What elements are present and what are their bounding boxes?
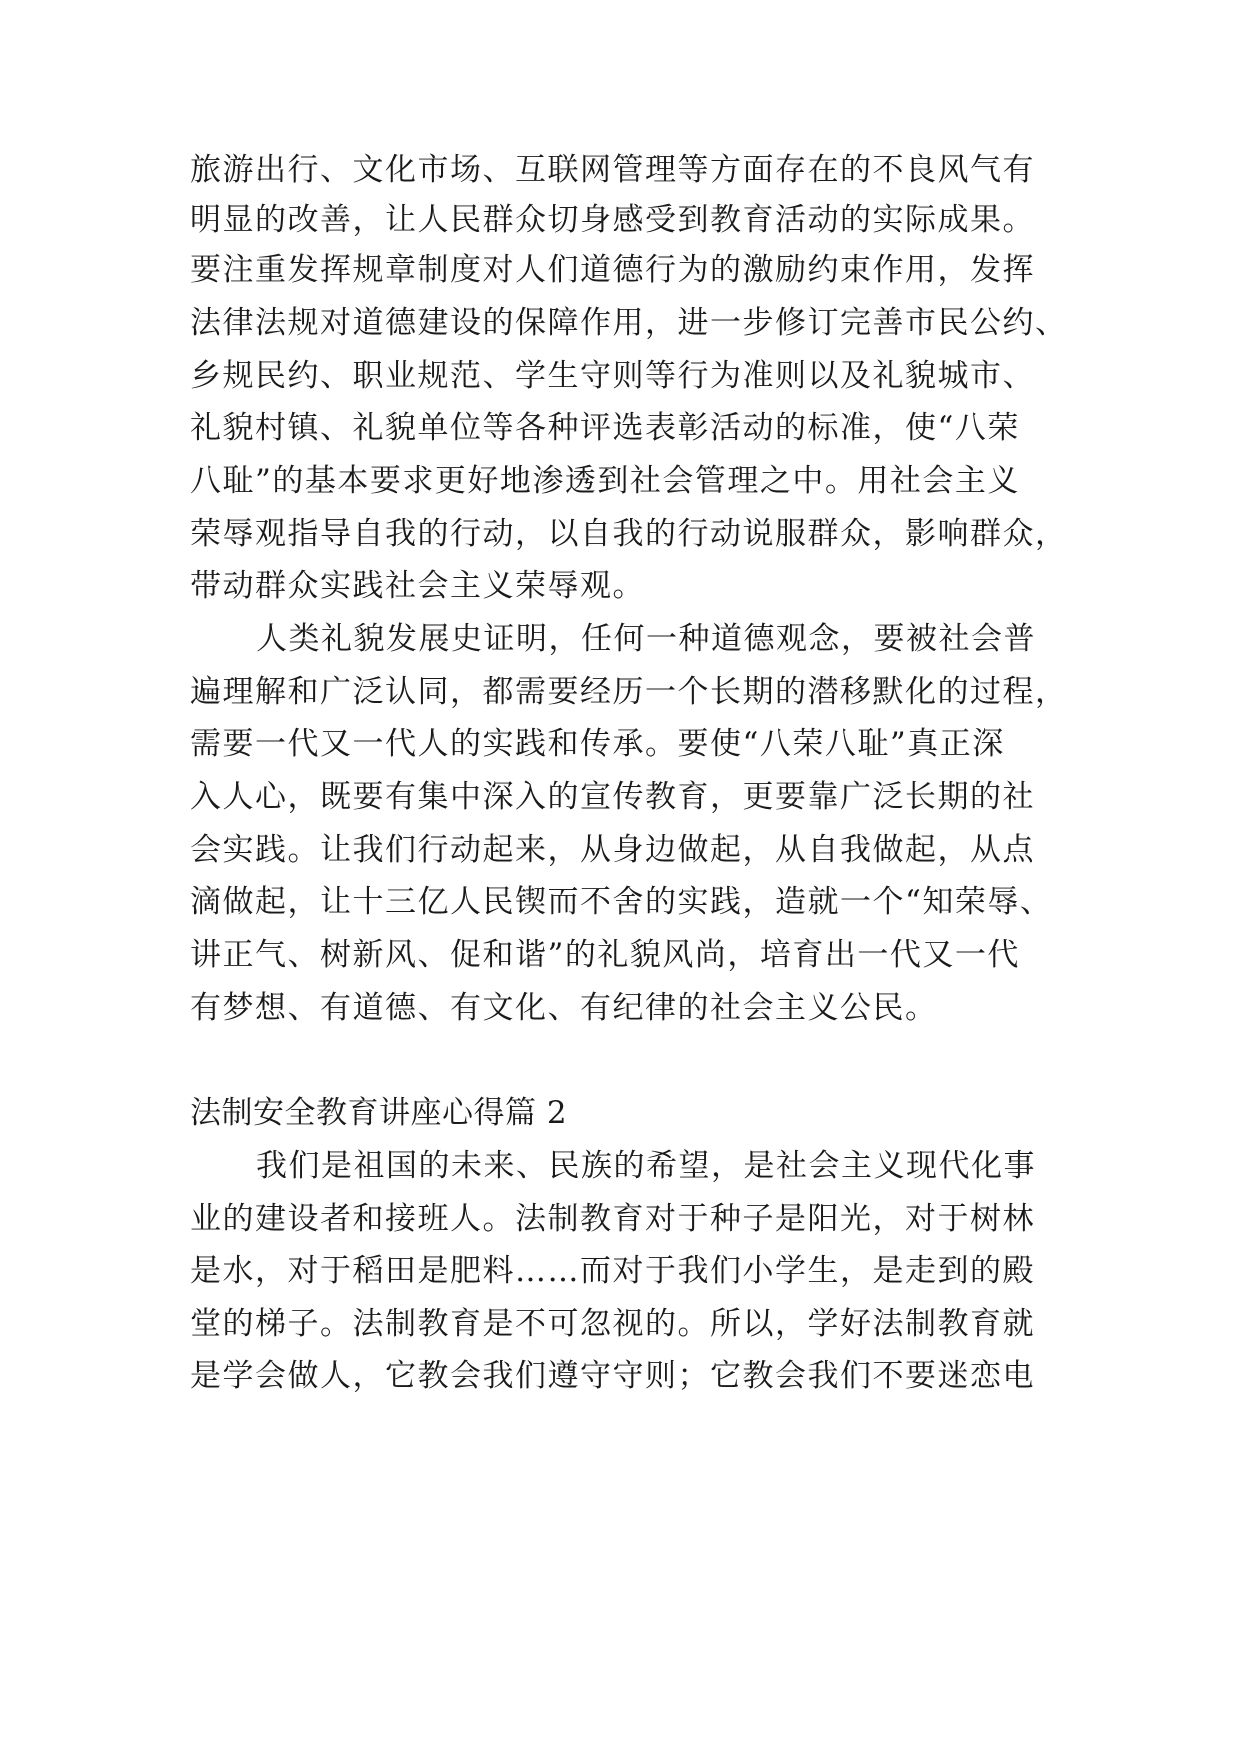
section-title: 法制安全教育讲座心得篇 2 (190, 1095, 568, 1131)
paragraph-line: 遍理解和广泛认同，都需要经历一个长期的潜移默化的过程， (190, 674, 1068, 710)
paragraph-line: 明显的改善，让人民群众切身感受到教育活动的实际成果。 (190, 202, 1035, 238)
paragraph-line: 堂的梯子。法制教育是不可忽视的。所以，学好法制教育就 (190, 1306, 1035, 1342)
paragraph-line: 人类礼貌发展史证明，任何一种道德观念，要被社会普 (256, 621, 1036, 657)
paragraph-line: 我们是祖国的未来、民族的希望，是社会主义现代化事 (256, 1148, 1036, 1184)
paragraph-line: 讲正气、树新风、促和谐”的礼貌风尚，培育出一代又一代 (190, 937, 1020, 973)
paragraph-line: 法律法规对道德建设的保障作用，进一步修订完善市民公约、 (190, 305, 1068, 341)
paragraph-line: 是学会做人，它教会我们遵守守则；它教会我们不要迷恋电 (190, 1358, 1035, 1394)
paragraph-line: 乡规民约、职业规范、学生守则等行为准则以及礼貌城市、 (190, 358, 1035, 394)
paragraph-line: 八耻”的基本要求更好地渗透到社会管理之中。用社会主义 (190, 463, 1020, 499)
paragraph-line: 礼貌村镇、礼貌单位等各种评选表彰活动的标准，使“八荣 (190, 410, 1020, 446)
paragraph-line: 需要一代又一代人的实践和传承。要使“八荣八耻”真正深 (190, 726, 1005, 762)
paragraph-line: 入人心，既要有集中深入的宣传教育，更要靠广泛长期的社 (190, 779, 1035, 815)
paragraph-line: 要注重发挥规章制度对人们道德行为的激励约束作用，发挥 (190, 252, 1035, 288)
paragraph-line: 业的建设者和接班人。法制教育对于种子是阳光，对于树林 (190, 1201, 1035, 1237)
paragraph-line: 滴做起，让十三亿人民锲而不舍的实践，造就一个“知荣辱、 (190, 884, 1053, 920)
paragraph-line: 带动群众实践社会主义荣辱观。 (190, 568, 645, 604)
paragraph-line: 是水，对于稻田是肥料……而对于我们小学生，是走到的殿 (190, 1253, 1035, 1289)
paragraph-line: 荣辱观指导自我的行动，以自我的行动说服群众，影响群众， (190, 516, 1068, 552)
paragraph-line: 会实践。让我们行动起来，从身边做起，从自我做起，从点 (190, 832, 1035, 868)
paragraph-line: 旅游出行、文化市场、互联网管理等方面存在的不良风气有 (190, 152, 1035, 188)
paragraph-line: 有梦想、有道德、有文化、有纪律的社会主义公民。 (190, 990, 938, 1026)
